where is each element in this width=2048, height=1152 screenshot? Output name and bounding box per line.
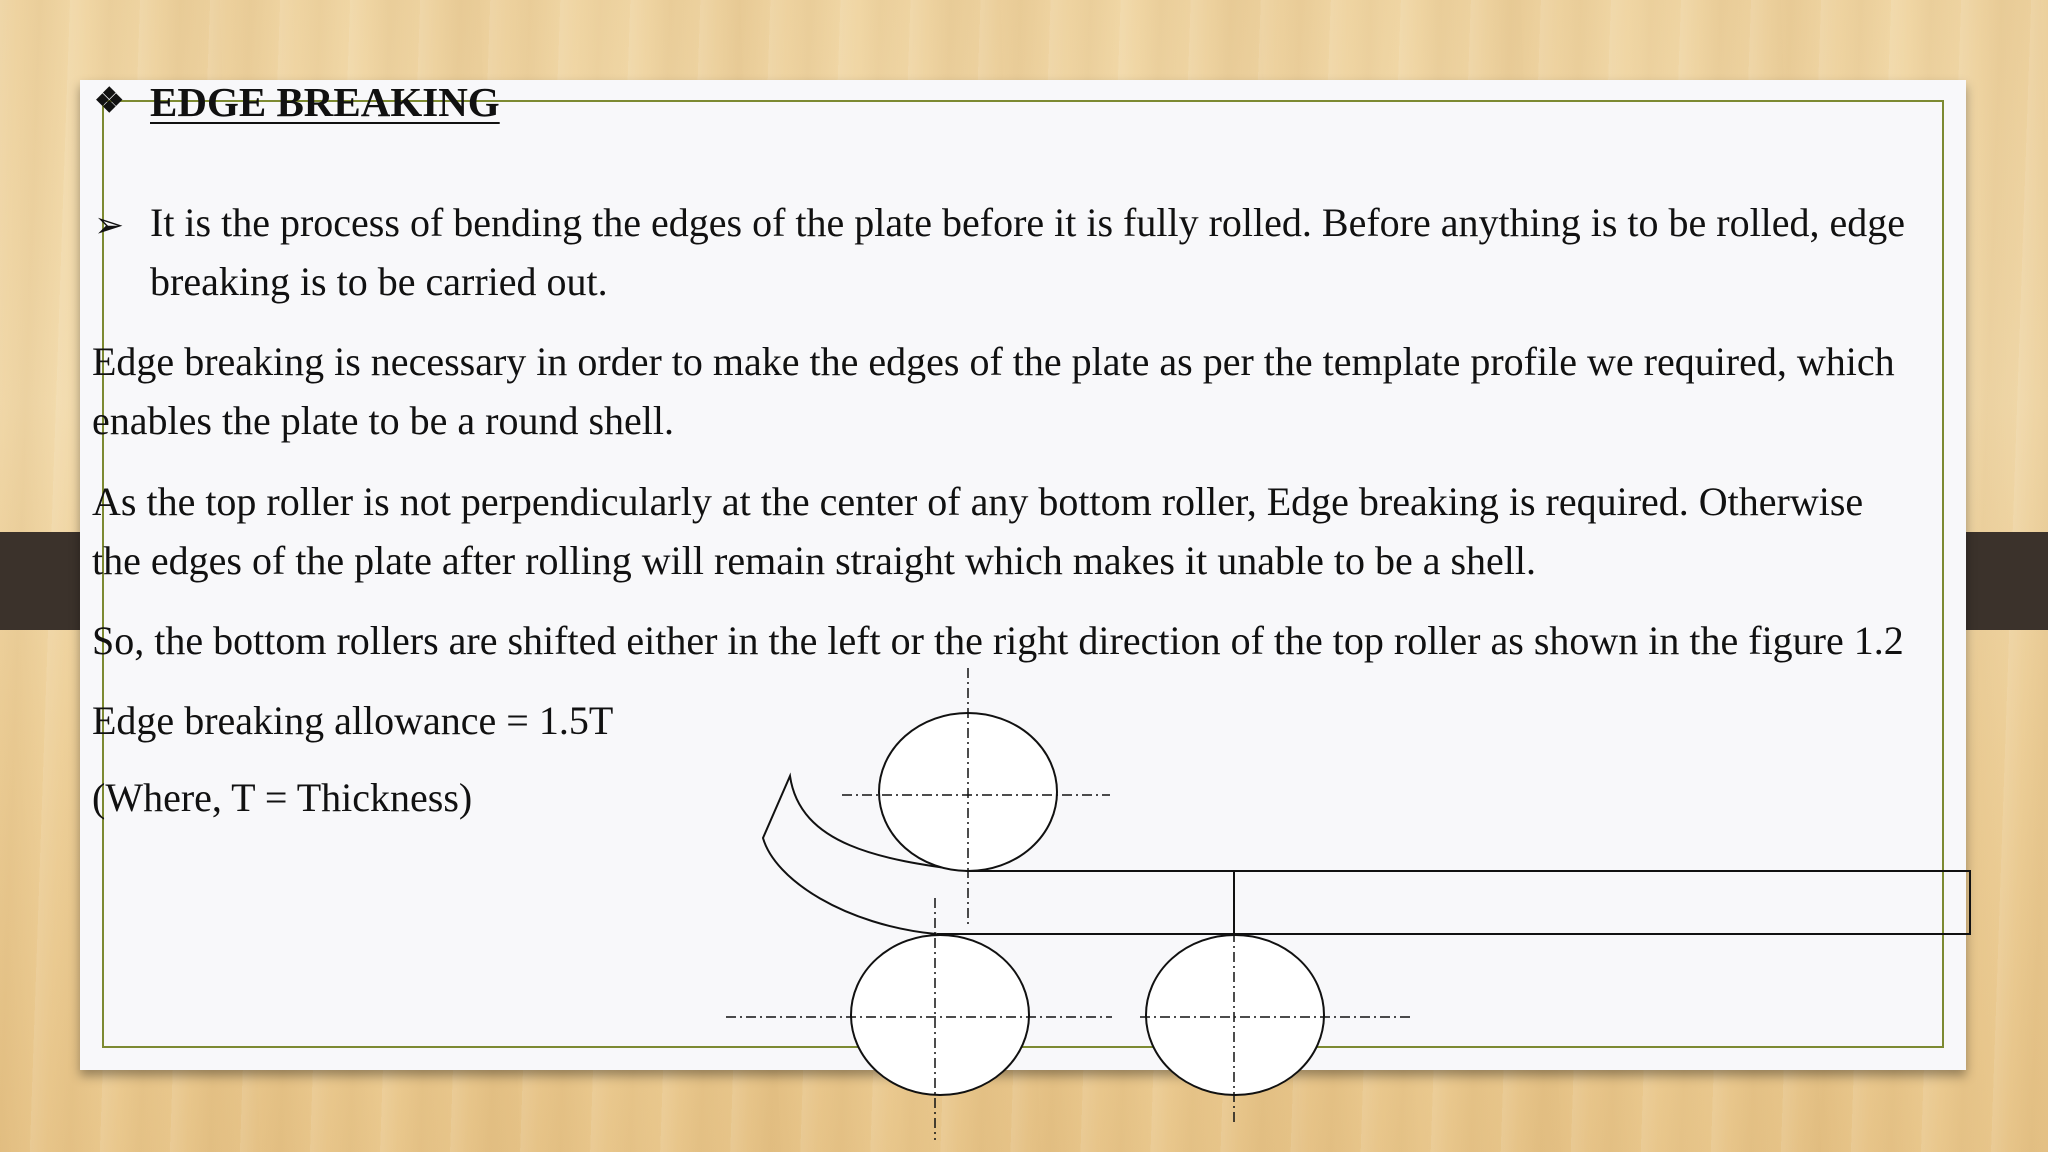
allowance-line: Edge breaking allowance = 1.5T bbox=[92, 698, 614, 743]
point-line-2: breaking is to be carried out. bbox=[150, 259, 608, 304]
plate bbox=[936, 871, 1970, 934]
diamond-bullet-icon: ❖ bbox=[94, 83, 125, 120]
para3-line: So, the bottom rollers are shifted either in the left or the right direction of the top roller as shown in the figure 1.2 bbox=[92, 618, 1904, 663]
bottom-roller-left bbox=[851, 935, 1029, 1095]
where-line: (Where, T = Thickness) bbox=[92, 775, 473, 820]
para2-line-1: As the top roller is not perpendicularly at the center of any bottom roller, Edge breaking is required. Otherwise bbox=[92, 479, 1864, 524]
para1-line-1: Edge breaking is necessary in order to make the edges of the plate as per the template profile we required, which bbox=[92, 339, 1895, 384]
arrow-bullet-icon: ➢ bbox=[94, 205, 125, 245]
bottom-roller-right bbox=[1146, 935, 1324, 1095]
para1-line-2: enables the plate to be a round shell. bbox=[92, 398, 675, 443]
point-line-1: It is the process of bending the edges of the plate before it is fully rolled. Before anything is to be rolled, edge bbox=[150, 200, 1906, 245]
para2-line-2: the edges of the plate after rolling will remain straight which makes it unable to be a shell. bbox=[92, 538, 1537, 583]
heading-title: EDGE BREAKING bbox=[150, 79, 500, 125]
